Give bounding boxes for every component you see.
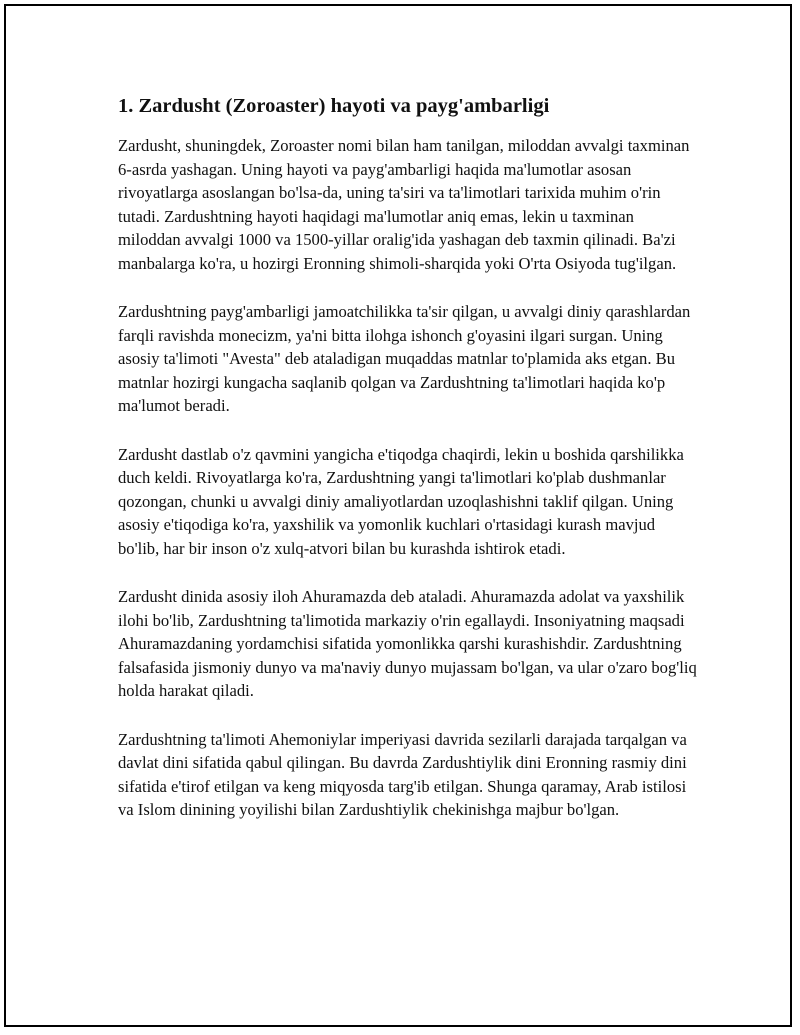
paragraph-3: Zardusht dastlab o'z qavmini yangicha e'tiqodga chaqirdi, lekin u boshida qarshilikka duch keldi. Rivoyatlarga ko'ra, Zardushtning yangi ta'limotlari ko'plab dushmanlar qozongan, chunki u avvalgi diniy amaliyotlardan uzoqlashishni taklif qilgan. Uning asosiy e'tiqodiga ko'ra, yaxshilik va yomonlik kuchlari o'rtasidagi kurash mavjud bo'lib, har bir inson o'z xulq-atvori bilan bu kurashda ishtirok etadi. <box>118 444 684 558</box>
section-heading: 1. Zardusht (Zoroaster) hayoti va payg'ambarligi <box>118 95 550 117</box>
paragraph-2: Zardushtning payg'ambarligi jamoatchilikka ta'sir qilgan, u avvalgi diniy qarashlardan farqli ravishda monecizm, ya'ni bitta ilohga ishonch g'oyasini ilgari surgan. Uning asosiy ta'limoti "Avesta" deb ataladigan muqaddas matnlar to'plamida aks etgan. Bu matnlar hozirgi kungacha saqlanib qolgan va Zardushtning ta'limotlari haqida ko'p ma'lumot beradi. <box>118 302 691 415</box>
paragraph-1: Zardusht, shuningdek, Zoroaster nomi bilan ham tanilgan, miloddan avvalgi taxminan 6-asrda yashagan. Uning hayoti va payg'ambarligi haqida ma'lumotlar asosan rivoyatlarga asoslangan bo'lsa-da, uning ta'siri va ta'limotlari tarixida muhim o'rin tutadi. Zardushtning hayoti haqidagi ma'lumotlar aniq emas, lekin u taxminan miloddan avvalgi 1000 va 1500-yillar oralig'ida yashagan deb taxmin qilinadi. Ba'zi manbalarga ko'ra, u hozirgi Eronning shimoli-sharqida yoki O'rta Osiyoda tug'ilgan. <box>118 136 690 273</box>
document-body <box>118 92 698 847</box>
paragraph-5: Zardushtning ta'limoti Ahemoniylar imperiyasi davrida sezilarli darajada tarqalgan va davlat dini sifatida qabul qilingan. Bu davrda Zardushtiylik dini Eronning rasmiy dini sifatida e'tirof etilgan va keng miqyosda targ'ib etilgan. Shunga qaramay, Arab istilosi va Islom dinining yoyilishi bilan Zardushtiylik chekinishga majbur bo'lgan. <box>118 729 687 819</box>
paragraph-4: Zardusht dinida asosiy iloh Ahuramazda deb ataladi. Ahuramazda adolat va yaxshilik ilohi bo'lib, Zardushtning ta'limotida markaziy o'rin egallaydi. Insoniyatning maqsadi Ahuramazdaning yordamchisi sifatida yomonlikka qarshi kurashishdir. Zardushtning falsafasida jismoniy dunyo va ma'naviy dunyo mujassam bo'lgan, va ular o'zaro bog'liq holda harakat qiladi. <box>118 587 697 700</box>
